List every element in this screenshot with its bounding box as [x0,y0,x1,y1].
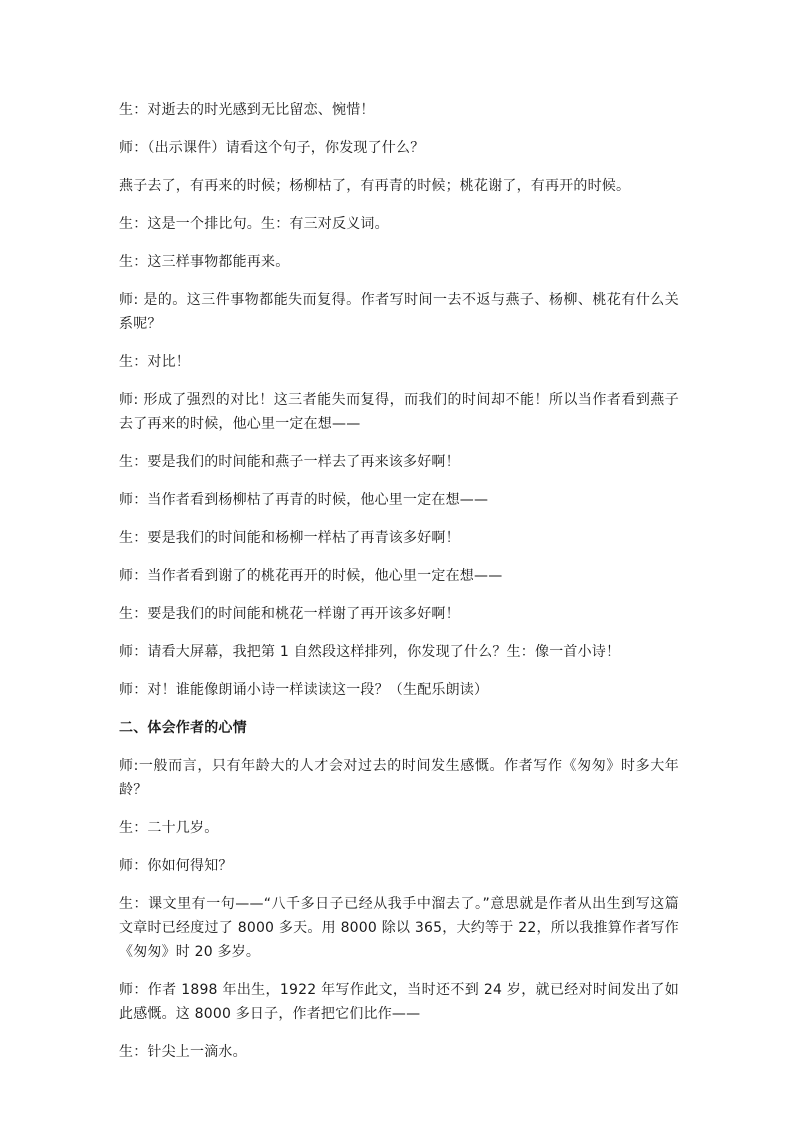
dialogue-paragraph: 生：要是我们的时间能和桃花一样谢了再开该多好啊！ [119,606,460,622]
section-heading: 二、体会作者的心情 [119,720,247,736]
dialogue-paragraph: 生：二十几岁。 [119,820,219,836]
dialogue-paragraph: 生：对比！ [119,354,190,370]
dialogue-paragraph: 燕子去了，有再来的时候；杨柳枯了，有再青的时候；桃花谢了，有再开的时候。 [119,178,631,194]
dialogue-paragraph: 生：这是一个排比句。生：有三对反义词。 [119,216,389,232]
document-page [119,98,679,1078]
dialogue-paragraph: 生：这三样事物都能再来。 [119,254,290,270]
dialogue-paragraph: 师：作者 1898 年出生，1922 年写作此文，当时还不到 24 岁，就已经对时间发出了如此感慨。这 8000 多日子，作者把它们比作—— [119,982,679,1022]
dialogue-paragraph: 生：课文里有一句——“八千多日子已经从我手中溜去了。”意思就是作者从出生到写这篇文章时已经度过了 8000 多天。用 8000 除以 365，大约等于 22，所以我推算作者写作《匆匆》时 20 多岁。 [119,896,679,960]
dialogue-paragraph: 师：当作者看到谢了的桃花再开的时候，他心里一定在想—— [119,568,503,584]
dialogue-paragraph: 师: 形成了强烈的对比！这三者能失而复得，而我们的时间却不能！所以当作者看到燕子去了再来的时候，他心里一定在想—— [119,392,679,432]
dialogue-paragraph: 生：针尖上一滴水。 [119,1044,247,1060]
dialogue-paragraph: 师：你如何得知？ [119,858,233,874]
dialogue-paragraph: 师：对！谁能像朗诵小诗一样读读这一段？（生配乐朗读） [119,682,489,698]
dialogue-paragraph: 师：当作者看到杨柳枯了再青的时候，他心里一定在想—— [119,492,489,508]
dialogue-paragraph: 师:一般而言，只有年龄大的人才会对过去的时间发生感慨。作者写作《匆匆》时多大年龄？ [119,758,679,798]
dialogue-paragraph: 生：要是我们的时间能和杨柳一样枯了再青该多好啊！ [119,530,460,546]
dialogue-paragraph: 生：要是我们的时间能和燕子一样去了再来该多好啊！ [119,454,460,470]
dialogue-paragraph: 师: 是的。这三件事物都能失而复得。作者写时间一去不返与燕子、杨柳、桃花有什么关系呢？ [119,292,679,332]
dialogue-paragraph: 生：对逝去的时光感到无比留恋、惋惜！ [119,102,375,118]
dialogue-paragraph: 师：请看大屏幕，我把第 1 自然段这样排列，你发现了什么？生：像一首小诗！ [119,644,621,660]
dialogue-paragraph: 师：（出示课件）请看这个句子，你发现了什么？ [119,140,425,156]
